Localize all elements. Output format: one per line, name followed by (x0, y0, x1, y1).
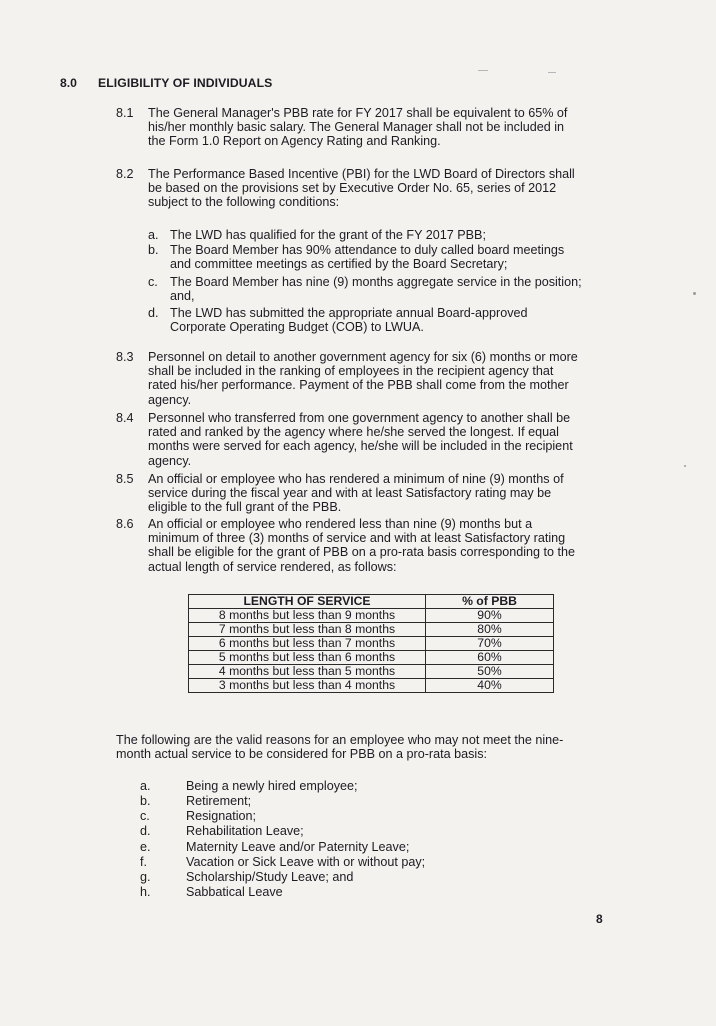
table-cell-length: 8 months but less than 9 months (189, 609, 426, 623)
reason-letter: b. (140, 794, 151, 808)
reason-text: Scholarship/Study Leave; and (186, 870, 354, 884)
paragraph-line: subject to the following conditions: (148, 195, 340, 210)
table-row (189, 609, 554, 623)
paragraph-line: Personnel on detail to another government agency for six (6) months or more (148, 350, 578, 364)
table-cell-percent: 70% (426, 637, 554, 651)
reasons-intro-line: month actual service to be considered for PBB on a pro-rata basis: (116, 747, 488, 762)
paragraph-8-2 (148, 167, 610, 210)
paragraph-number: 8.1 (116, 106, 134, 120)
paragraph-line: shall be included in the ranking of employees in the recipient agency that (148, 364, 554, 379)
paragraph-line: service during the fiscal year and with at least Satisfactory rating may be (148, 486, 552, 501)
scan-speck (684, 465, 686, 467)
paragraph-number: 8.2 (116, 167, 134, 181)
table-cell-percent: 50% (426, 665, 554, 679)
paragraph-number: 8.4 (116, 411, 134, 425)
reason-letter: h. (140, 885, 151, 899)
condition-line: Corporate Operating Budget (COB) to LWUA. (170, 320, 424, 335)
condition-letter: d. (148, 306, 159, 320)
table-header-length: LENGTH OF SERVICE (189, 595, 426, 609)
condition-letter: b. (148, 243, 159, 257)
paragraph-8-5 (148, 472, 610, 515)
paragraph-line: months were served for each agency, he/she will be included in the recipient (148, 439, 573, 454)
paragraph-8-1 (148, 106, 610, 149)
condition-line: The LWD has qualified for the grant of the FY 2017 PBB; (170, 228, 486, 242)
paragraph-line: The General Manager's PBB rate for FY 2017 shall be equivalent to 65% of (148, 106, 568, 120)
paragraph-line: rated his/her performance. Payment of the PBB shall come from the mother (148, 378, 569, 393)
paragraph-line: shall be eligible for the grant of PBB on a pro-rata basis corresponding to the (148, 545, 576, 560)
reason-letter: a. (140, 779, 151, 793)
table-cell-percent: 40% (426, 679, 554, 693)
table-cell-percent: 60% (426, 651, 554, 665)
reasons-intro (116, 733, 610, 761)
section-number: 8.0 (60, 76, 77, 90)
reason-letter: g. (140, 870, 151, 884)
condition-item (170, 306, 610, 334)
paragraph-line: actual length of service rendered, as follows: (148, 559, 397, 574)
condition-item (170, 275, 610, 303)
reasons-intro-line: The following are the valid reasons for an employee who may not meet the nine- (116, 733, 564, 747)
condition-item (170, 243, 610, 271)
paragraph-number: 8.6 (116, 517, 134, 531)
reason-text: Rehabilitation Leave; (186, 824, 304, 838)
paragraph-number: 8.5 (116, 472, 134, 486)
reason-text: Maternity Leave and/or Paternity Leave; (186, 840, 410, 854)
paragraph-line: agency. (148, 392, 192, 407)
paragraph-line: minimum of three (3) months of service and with at least Satisfactory rating (148, 531, 566, 546)
table-cell-length: 7 months but less than 8 months (189, 623, 426, 637)
table-cell-percent: 80% (426, 623, 554, 637)
paragraph-line: rated and ranked by the agency where he/she served the longest. If equal (148, 425, 559, 440)
paragraph-line: eligible to the full grant of the PBB. (148, 500, 342, 515)
paragraph-8-4 (148, 411, 610, 468)
reason-letter: c. (140, 809, 150, 823)
paragraph-line: agency. (148, 453, 192, 468)
scan-mark (478, 70, 488, 71)
reason-text: Sabbatical Leave (186, 885, 283, 899)
paragraph-8-3 (148, 350, 610, 407)
table-cell-length: 6 months but less than 7 months (189, 637, 426, 651)
paragraph-line: An official or employee who rendered less than nine (9) months but a (148, 517, 533, 531)
table-header-percent: % of PBB (426, 595, 554, 609)
reason-text: Vacation or Sick Leave with or without pay; (186, 855, 426, 869)
table-row (189, 679, 554, 693)
scan-speck (693, 292, 696, 295)
table-row (189, 651, 554, 665)
condition-line: The Board Member has 90% attendance to duly called board meetings (170, 243, 565, 257)
paragraph-line: his/her monthly basic salary. The General Manager shall not be included in (148, 120, 565, 135)
condition-line: and, (170, 289, 195, 304)
paragraph-line: The Performance Based Incentive (PBI) for the LWD Board of Directors shall (148, 167, 575, 181)
reason-text: Retirement; (186, 794, 252, 808)
table-row (189, 665, 554, 679)
page-number: 8 (596, 912, 603, 926)
paragraph-line: Personnel who transferred from one government agency to another shall be (148, 411, 571, 425)
table-row (189, 637, 554, 651)
table-cell-percent: 90% (426, 609, 554, 623)
table-cell-length: 3 months but less than 4 months (189, 679, 426, 693)
table-cell-length: 4 months but less than 5 months (189, 665, 426, 679)
scan-mark (548, 72, 556, 73)
section-title: ELIGIBILITY OF INDIVIDUALS (98, 76, 273, 90)
paragraph-8-6 (148, 517, 610, 574)
paragraph-line: An official or employee who has rendered a minimum of nine (9) months of (148, 472, 564, 486)
paragraph-line: be based on the provisions set by Executive Order No. 65, series of 2012 (148, 181, 557, 196)
pbb-rate-table (188, 594, 554, 693)
condition-line: The LWD has submitted the appropriate annual Board-approved (170, 306, 528, 320)
paragraph-line: the Form 1.0 Report on Agency Rating and Ranking. (148, 134, 441, 149)
table-cell-length: 5 months but less than 6 months (189, 651, 426, 665)
reason-text: Being a newly hired employee; (186, 779, 358, 793)
reason-letter: e. (140, 840, 151, 854)
paragraph-number: 8.3 (116, 350, 134, 364)
table-header-row (189, 595, 554, 609)
condition-line: The Board Member has nine (9) months aggregate service in the position; (170, 275, 582, 289)
condition-letter: a. (148, 228, 159, 242)
reason-letter: f. (140, 855, 147, 869)
table-row (189, 623, 554, 637)
condition-line: and committee meetings as certified by the Board Secretary; (170, 257, 508, 272)
condition-letter: c. (148, 275, 158, 289)
reason-text: Resignation; (186, 809, 257, 823)
reason-letter: d. (140, 824, 151, 838)
condition-item (170, 228, 610, 242)
